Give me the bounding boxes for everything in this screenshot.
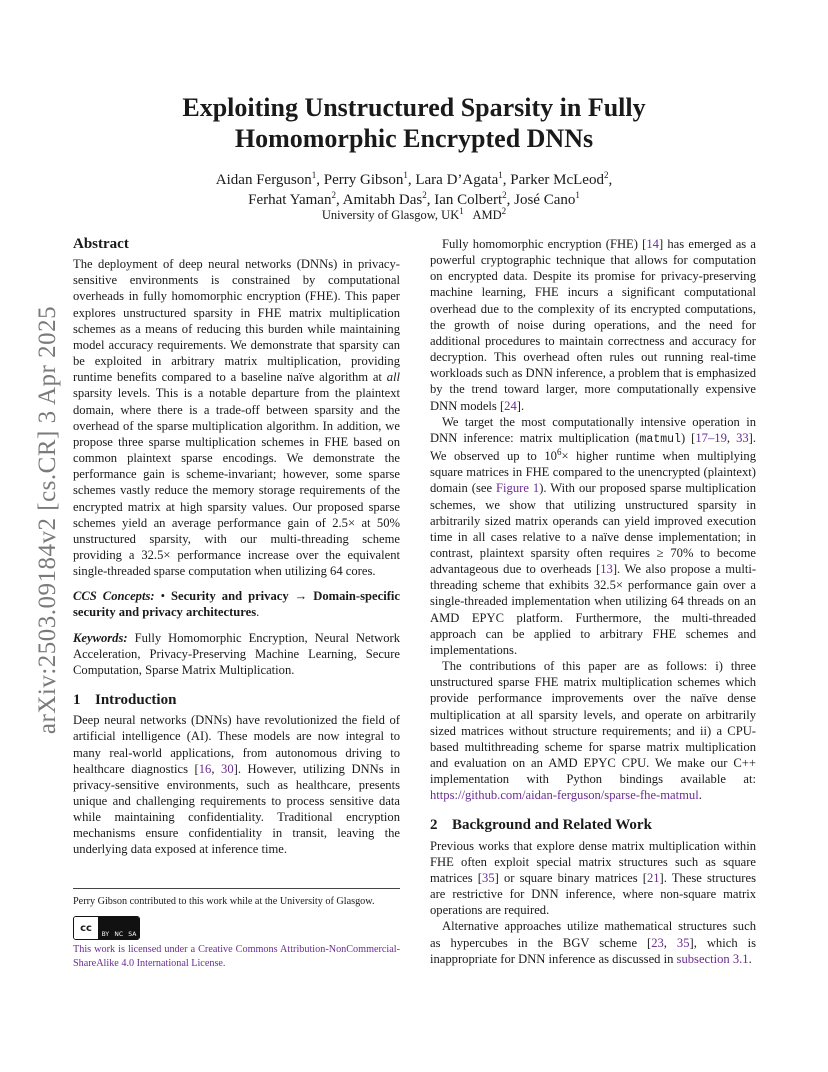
author-name: Aidan Ferguson xyxy=(215,172,312,188)
citation-link[interactable]: 30 xyxy=(221,761,234,776)
body-text-part: ] or square binary matrices [ xyxy=(494,870,647,885)
author-line-2: Ferhat Yaman$^2$, Amitabh Das$^2$, Ian Colbert$^2$, José Cano$^1$ xyxy=(248,189,580,208)
ccs-end: . xyxy=(256,605,260,620)
body-paragraph xyxy=(430,236,756,414)
affiliation-mark: 2 xyxy=(501,205,507,216)
body-paragraph xyxy=(430,658,756,803)
body-text-part: ]. These structures are restrictive for DNN inference, where non-square matrix operations are required. xyxy=(430,870,756,918)
author-name: Ian Colbert xyxy=(434,191,503,208)
body-paragraph xyxy=(430,918,756,966)
author-line-1: Aidan Ferguson$^1$, Perry Gibson$^1$, Lara D’Agata$^1$, Parker McLeod$^2$, xyxy=(215,170,613,188)
title-line-2: Homomorphic Encrypted DNNs xyxy=(234,124,594,153)
right-column xyxy=(430,236,756,967)
author-name: Amitabh Das xyxy=(342,191,423,208)
code-term: matmul xyxy=(639,432,681,446)
intro-paragraph xyxy=(73,712,400,857)
citation-link[interactable]: 17–19 xyxy=(695,430,727,445)
intro-text-part: ]. However, utilizing DNNs in privacy-sensitive environments, such as healthcare, presents unique and challenging requirements to process sensitive data while maintaining confidentiality. Traditional encryption mechanisms ensure confidentiality in transit, leaving the underlying data exposed at inference time. xyxy=(73,761,401,857)
citation-link[interactable]: 13 xyxy=(600,562,613,577)
ccs-label: CCS Concepts: xyxy=(73,589,155,604)
footnote-area xyxy=(73,888,400,971)
affiliation-mark: 1 xyxy=(498,170,503,180)
body-text-part: ]. xyxy=(516,398,525,413)
body-text-part: × higher runtime when multiplying square matrices in FHE compared to the unencrypted (plaintext) domain (see xyxy=(430,449,756,496)
footnote-rule xyxy=(73,888,400,889)
citation-link[interactable]: 14 xyxy=(646,237,659,251)
section-title: Introduction xyxy=(95,692,177,709)
body-text-part: ], which is inappropriate for DNN inference as discussed in xyxy=(430,935,756,966)
ccs-concept: Security and privacy xyxy=(171,589,289,604)
intro-text-part: Deep neural networks (DNNs) have revolutionized the field of artificial intelligence (AI). These models are now integral to many real-world applications, from autonomous driving to healthcare diagnostics [ xyxy=(73,713,400,776)
ccs-bullet: • xyxy=(154,589,171,604)
figure-link[interactable]: Figure 1 xyxy=(496,481,540,496)
title-line-1: Exploiting Unstructured Sparsity in Fully xyxy=(182,93,646,122)
affiliation-mark: 1 xyxy=(459,205,464,216)
ccs-concept: Domain-specific security and privacy architectures xyxy=(73,589,400,620)
keywords xyxy=(73,630,400,678)
body-text-part: . xyxy=(748,951,752,966)
arxiv-identifier: arXiv:2503.09184v2 [cs.CR] 3 Apr 2025 xyxy=(34,305,61,735)
citation-link[interactable]: 23 xyxy=(651,935,664,950)
abstract-text-part: sparsity levels. This is a notable departure from the plaintext domain, where there is a trade-off between sparsity and the overhead of the sparse multiplication algorithm. In addition, we propose three sparse multiplication schemes in FHE based on common plaintext sparse encodings. We demonstrate the performance gain is scheme-invariant; however, some sparse schemes vastly reduce the memory storage requirements of the encrypted matrix at high sparsity values. Our proposed sparse schemes yield an average performance gain of 2.5× at 50% unstructured sparsity, with our multi-threading scheme providing a 32.5× performance increase over the equivalent single-threaded sparse computation when utilizing 64 cores. xyxy=(73,386,400,579)
section-number: 2 xyxy=(430,817,438,834)
body-text-part: ) [ xyxy=(680,430,696,445)
author-name: Perry Gibson xyxy=(323,172,404,188)
ccs-arrow: → xyxy=(288,589,314,604)
keywords-text: Fully Homomorphic Encryption, Neural Network Acceleration, Privacy-Preserving Machine Learning, Secure Computation, Sparse Matrix Multiplication. xyxy=(73,630,400,677)
affiliation-mark: 2 xyxy=(603,170,609,180)
citation-link[interactable]: 16 xyxy=(198,761,212,776)
citation-separator: , xyxy=(211,761,222,776)
body-paragraph xyxy=(430,838,756,919)
cc-license-badge-icon[interactable] xyxy=(73,916,140,940)
cc-terms xyxy=(99,917,139,939)
body-text-part: ] has emerged as a powerful cryptographic technique that allows for computation on encrypted data. Despite its promise for privacy-preserving machine learning, FHE incurs a significant computational overhead due to the complexity of its encrypted computations, the growth of noise during operations, and the need for additional procedures to maintain correctness and accuracy for decryption. This overhead often rules out running real-time workloads such as DNN inference, a problem that is emphasized by the trend toward larger, more computationally expensive DNN models [ xyxy=(430,237,757,413)
citation-link[interactable]: 35 xyxy=(482,870,495,885)
body-text-part: . xyxy=(698,788,702,803)
affiliation-mark: 2 xyxy=(331,189,336,200)
body-text-part: We target the most computationally intensive operation in DNN inference: matrix multiplication ( xyxy=(430,414,756,445)
cc-sa-icon: SA xyxy=(128,931,137,938)
affiliation-mark: 2 xyxy=(502,189,507,200)
github-link[interactable]: https://github.com/aidan-ferguson/sparse-fhe-matmul xyxy=(430,788,699,803)
body-text-part: The contributions of this paper are as follows: i) three unstructured sparse FHE matrix multiplication schemes which provide performance improvements over the naïve dense multiplication at all sparsity levels, and operate on arbitrarily sized matrices without structure requirements; and ii) a CPU-based multithreading scheme for sparse matrix multiplication and evaluation on an AMD EPYC CPU. We make our C++ implementation with Python bindings available at: xyxy=(430,659,756,787)
affiliation-mark: 1 xyxy=(311,170,317,180)
section-title: Background and Related Work xyxy=(452,817,652,834)
affiliation-name: AMD xyxy=(472,208,502,222)
cc-logo: cc xyxy=(74,917,99,939)
citation-link[interactable]: 21 xyxy=(646,870,660,885)
author-name: Ferhat Yaman xyxy=(248,191,332,208)
author-name: José Cano xyxy=(514,191,576,208)
citation-link[interactable]: 35 xyxy=(676,935,690,950)
keywords-label: Keywords: xyxy=(73,630,128,645)
affiliation-mark: 1 xyxy=(575,189,580,200)
section-link[interactable]: subsection 3.1 xyxy=(676,951,749,966)
citation-separator: , xyxy=(663,935,677,950)
affiliation-name: University of Glasgow, UK xyxy=(321,208,460,222)
abstract-emphasis: all xyxy=(386,370,400,385)
cc-by-icon: BY xyxy=(101,931,110,938)
body-text-part: Previous works that explore dense matrix multiplication within FHE often exploit special matrix structures such as square matrices [ xyxy=(430,838,756,885)
ccs-concepts xyxy=(73,588,400,620)
affiliations xyxy=(0,205,828,223)
section-heading-introduction xyxy=(73,692,400,708)
author-name: Lara D’Agata xyxy=(415,172,499,188)
footnote-text: Perry Gibson contributed to this work while at the University of Glasgow. xyxy=(73,896,375,907)
section-number: 1 xyxy=(73,692,81,709)
abstract-text-part: The deployment of deep neural networks (DNNs) in privacy-sensitive environments is constrained by computational overheads in fully homomorphic encryption (FHE). This paper explores unstructured sparsity in FHE matrix multiplication schemes as a means of reducing this burden while maintaining model accuracy requirements. We demonstrate that sparsity can be exploited in arbitrary matrix multiplication, providing runtime benefits compared to a baseline naïve algorithm at xyxy=(73,257,400,385)
citation-separator: , xyxy=(726,430,737,445)
paper-title xyxy=(0,92,828,154)
abstract-text xyxy=(73,256,400,579)
affiliation-mark: 1 xyxy=(403,170,408,180)
author-name: Parker McLeod xyxy=(510,172,604,188)
author-list xyxy=(0,171,828,210)
body-text-part: ]. We also propose a multi-threading scheme that exhibits 32.5× performance gain over a single-threaded implementation when utilizing 64 threads on an AMD EPYC platform. Furthermore, the multi-threaded approach can be applied to arbitrary FHE schemes and implementations. xyxy=(430,562,757,657)
body-text-part: ). With our proposed sparse multiplication schemes, we show that utilizing unstructured sparsity in arbitrarily sized matrix operands can yield improved execution time in all cases relative to a naïve dense implementation; in contrast, plaintext sparsity often requires ≥ 70% to become advantageous due to overheads [ xyxy=(430,481,757,577)
exponent: 6 xyxy=(556,446,562,457)
affiliation-mark: 2 xyxy=(422,189,427,200)
body-paragraph xyxy=(430,414,756,658)
citation-link[interactable]: 24 xyxy=(504,398,517,413)
license-link[interactable]: This work is licensed under a Creative Commons Attribution-NonCommercial-ShareAlike 4.0 International License. xyxy=(73,944,400,969)
abstract-heading: Abstract xyxy=(73,236,129,252)
section-heading-background xyxy=(430,817,756,833)
cc-nc-icon: NC xyxy=(114,931,124,938)
citation-link[interactable]: 33 xyxy=(736,430,749,445)
body-text-part: Alternative approaches utilize mathematical structures such as hypercubes in the BGV scheme [ xyxy=(430,919,756,950)
body-text-part: Fully homomorphic encryption (FHE) [ xyxy=(442,237,647,251)
left-column xyxy=(73,236,400,858)
body-text-part: ]. We observed up to 10 xyxy=(430,430,756,464)
